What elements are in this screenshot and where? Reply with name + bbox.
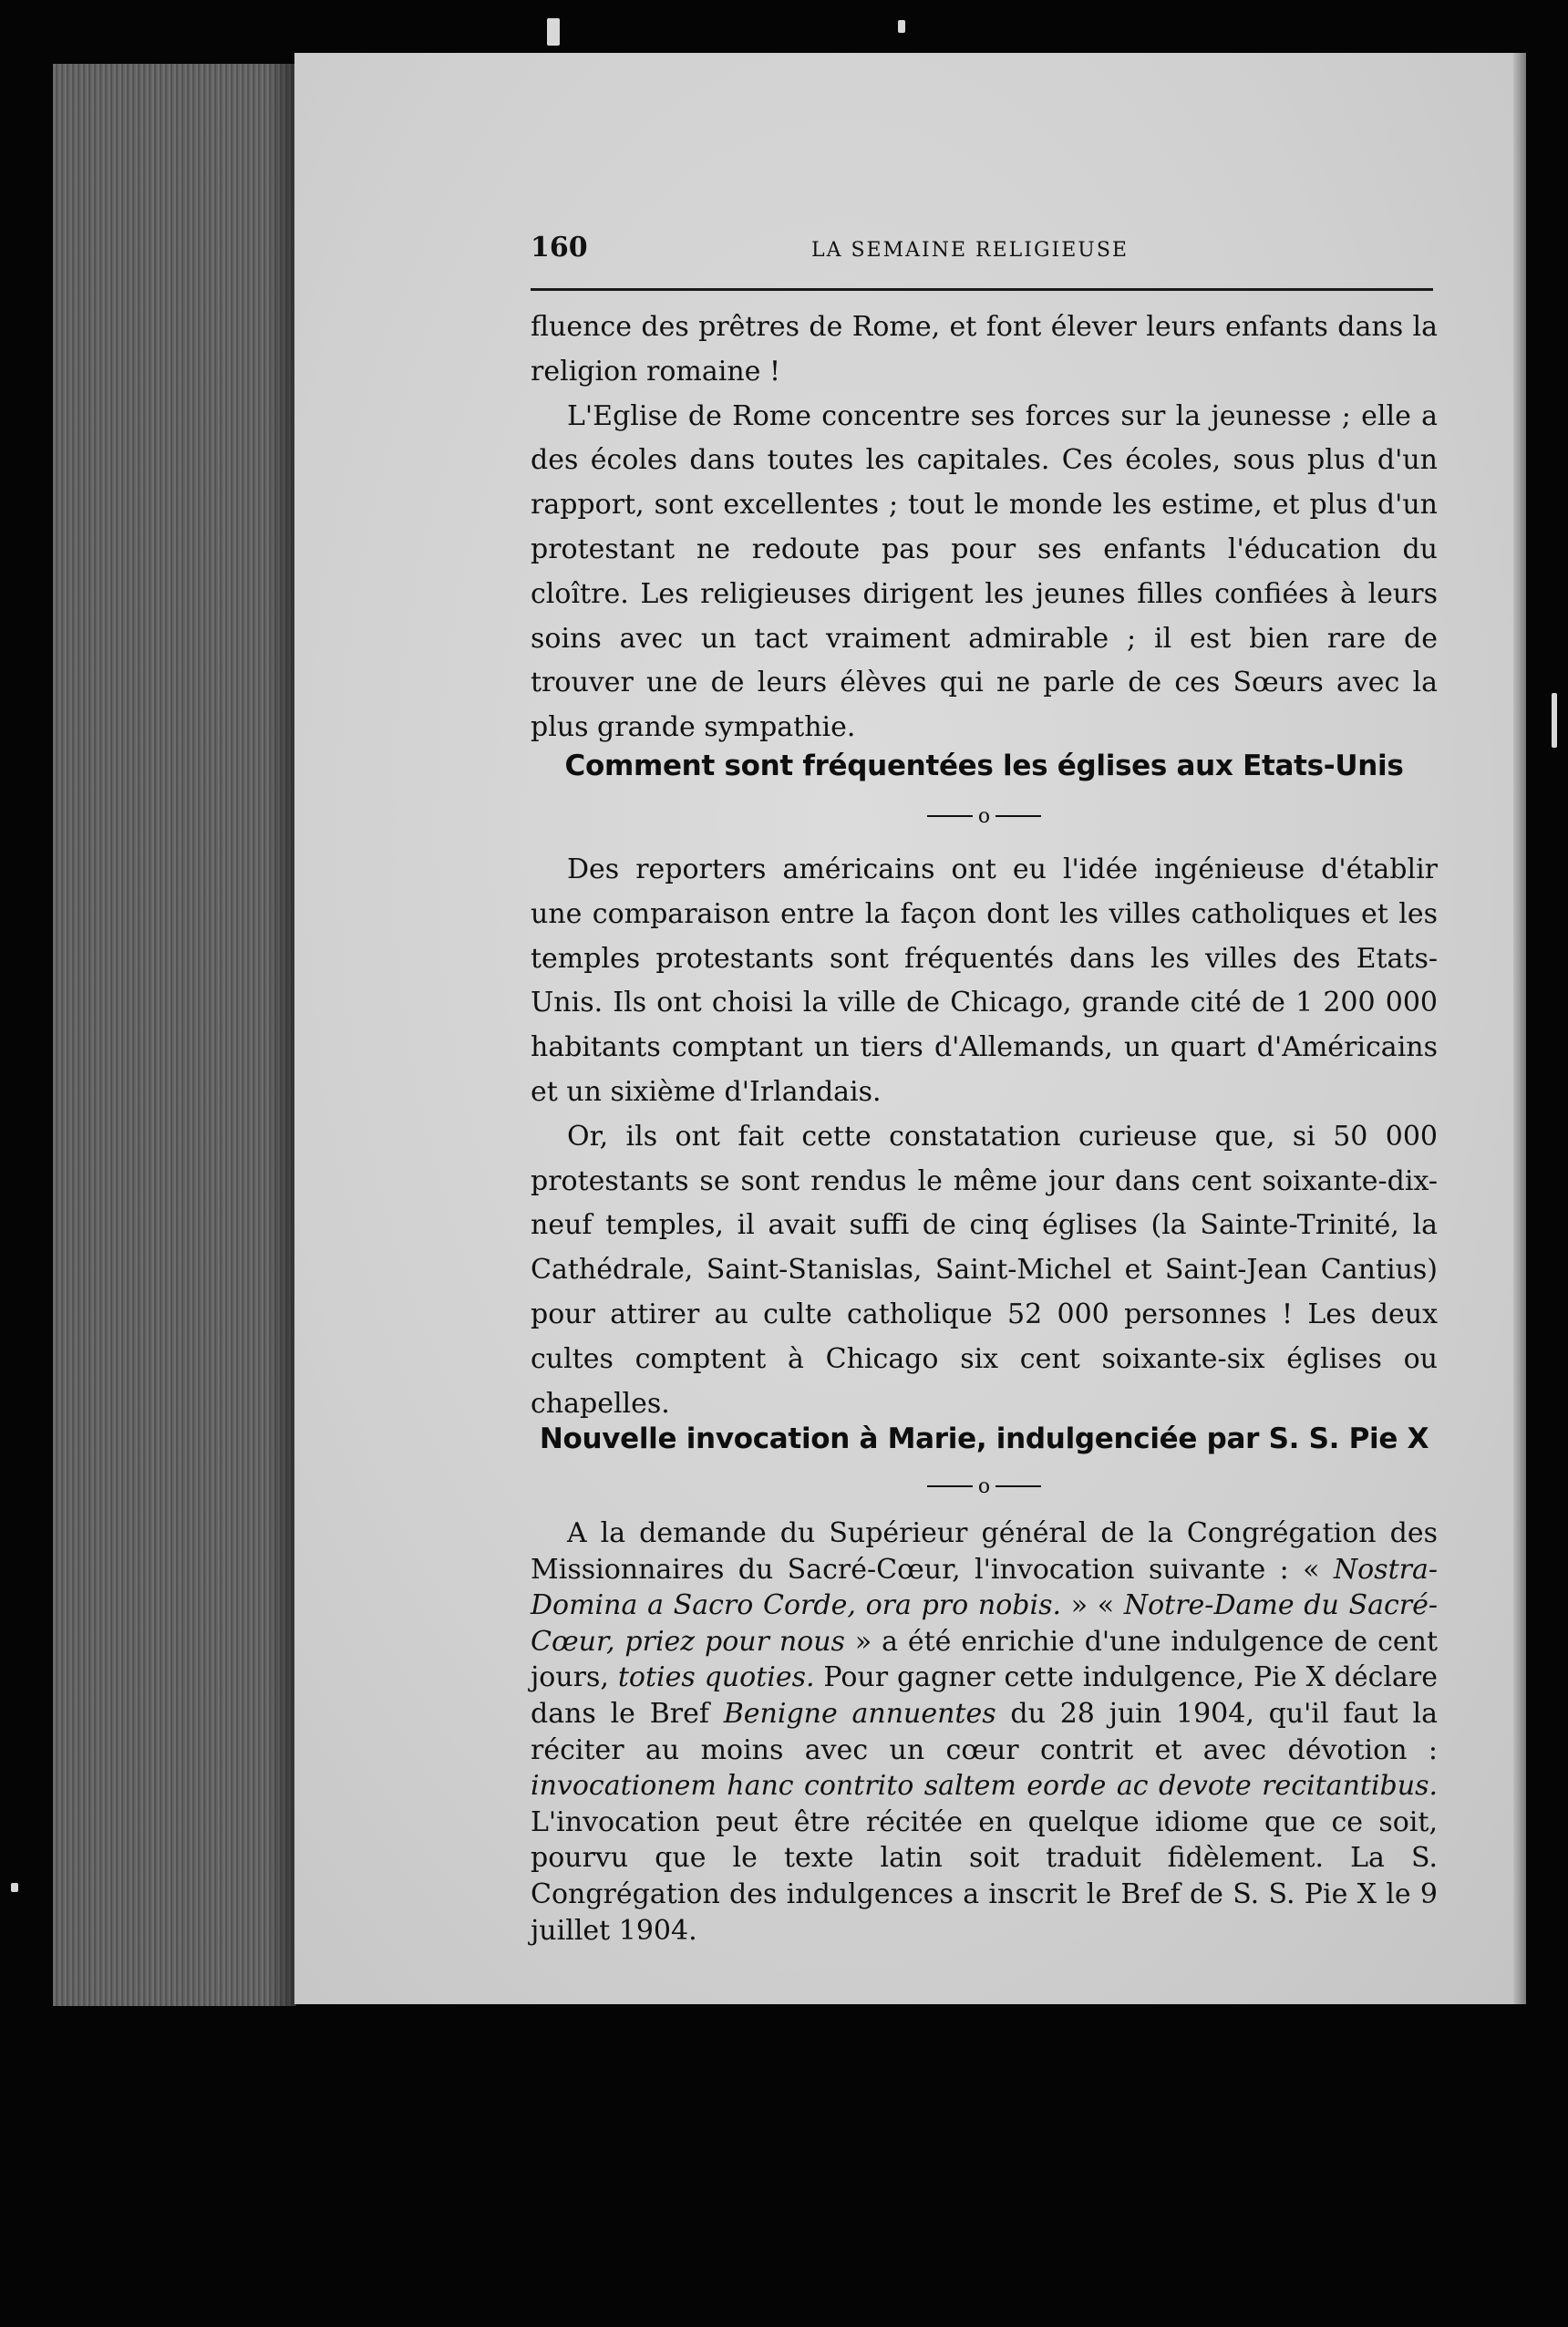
section-ornament: o xyxy=(531,804,1438,828)
section2-text xyxy=(531,1515,1438,1949)
intro-paragraph-1: fluence des prêtres de Rome, et font élever leurs enfants dans la religion romaine ! xyxy=(531,311,1438,388)
scan-speck xyxy=(1552,693,1557,748)
intro-text xyxy=(531,305,1438,750)
section2-paragraph-1: A la demande du Supérieur général de la Congrégation des Missionnaires du Sacré-Cœur, l'invocation suivante : « Nostra-Domina a Sacro Corde, ora pro nobis. » « Notre-Dame du Sacré-Cœur, priez pour nous » a été enrichie d'une indulgence de cent jours, toties quoties. Pour gagner cette indulgence, Pie X déclare dans le Bref Benigne annuentes du 28 juin 1904, qu'il faut la réciter au moins avec un cœur contrit et avec dévotion : invocationem hanc contrito saltem eorde ac devote recitantibus. L'invocation peut être récitée en quelque idiome que ce soit, pourvu que le texte latin soit traduit fidèlement. La S. Congrégation des indulgences a inscrit le Bref de S. S. Pie X le 9 juillet 1904. xyxy=(531,1517,1438,1947)
page-right-edge xyxy=(1513,53,1526,2004)
intro-paragraph-2: L'Eglise de Rome concentre ses forces sur la jeunesse ; elle a des écoles dans toutes les capitales. Ces écoles, sous plus d'un rapport, sont excellentes ; tout le monde les estime, et plus d'un protestant ne redoute pas pour ses enfants l'éducation du cloître. Les religieuses dirigent les jeunes filles confiées à leurs soins avec un tact vraiment admirable ; il est bien rare de trouver une de leurs élèves qui ne parle de ces Sœurs avec la plus grande sympathie. xyxy=(531,399,1438,744)
section1-paragraph-1: Des reporters américains ont eu l'idée ingénieuse d'établir une comparaison entre la façon dont les villes catholiques et les temples protestants sont fréquentés dans les villes des Etats-Unis. Ils ont choisi la ville de Chicago, grande cité de 1 200 000 habitants comptant un tiers d'Allemands, un quart d'Américains et un sixième d'Irlandais. xyxy=(531,853,1438,1108)
book-page-stack xyxy=(53,64,296,2006)
bref-title: Benigne annuentes xyxy=(723,1697,996,1730)
section-heading-churches: Comment sont fréquentées les églises aux Etats-Unis xyxy=(564,750,1404,782)
journal-title: LA SEMAINE RELIGIEUSE xyxy=(811,239,1129,262)
section1-paragraph-2: Or, ils ont fait cette constatation curieuse que, si 50 000 protestants se sont rendus le même jour dans cent soixante-dix-neuf temples, il avait suffi de cinq églises (la Sainte-Trinité, la Cathédrale, Saint-Stanislas, Saint-Michel et Saint-Jean Cantius) pour attirer au culte catholique 52 000 personnes ! Les deux cultes comptent à Chicago six cent soixante-six églises ou chapelles. xyxy=(531,1120,1438,1420)
header-rule xyxy=(531,288,1433,291)
toties-quoties: toties quoties. xyxy=(617,1661,815,1694)
latin-invocation: Nostra-Domina a Sacro Corde, ora pro nobis. xyxy=(531,1553,1438,1622)
section-ornament: o xyxy=(531,1474,1438,1498)
latin-condition: invocationem hanc contrito saltem eorde ac devote recitantibus. xyxy=(531,1770,1438,1803)
running-head xyxy=(531,232,1433,268)
page-number: 160 xyxy=(531,232,588,264)
page-stack-shadow xyxy=(267,64,294,2006)
scan-speck xyxy=(11,1883,18,1892)
section1-text xyxy=(531,848,1438,1426)
section-heading-invocation: Nouvelle invocation à Marie, indulgenciée par S. S. Pie X xyxy=(539,1422,1429,1455)
french-invocation: Notre-Dame du Sacré-Cœur, priez pour nous xyxy=(531,1589,1438,1658)
scan-speck xyxy=(547,18,560,46)
scan-speck xyxy=(898,20,905,33)
